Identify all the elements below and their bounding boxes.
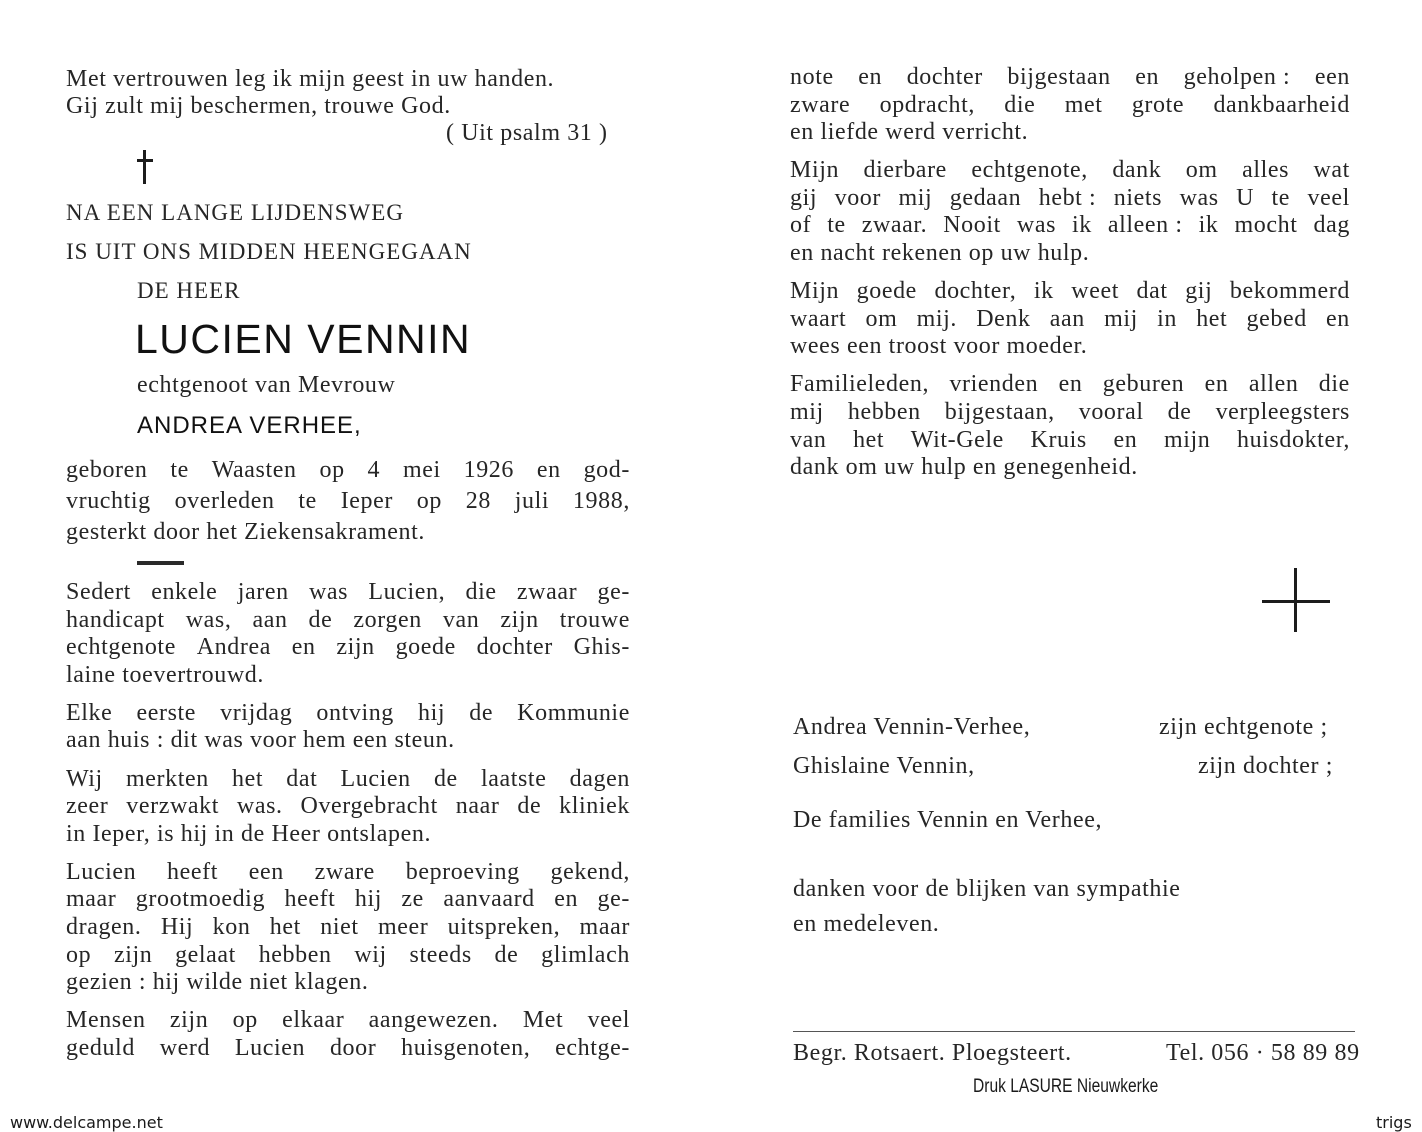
word: beproeving [405,858,520,885]
word: Wij [66,765,103,792]
word: wat [1313,157,1350,184]
word: gebed [1246,305,1307,332]
text-line [66,607,630,635]
word: Lucien [234,1034,306,1061]
word: verpleegsters [1215,399,1350,426]
word: gelaat [175,941,236,968]
word: maar [579,914,630,941]
text-line [66,886,630,914]
word: 1988, [572,488,630,514]
word: aanvaard [443,886,535,913]
word: geduld [66,1034,135,1061]
word: dat [286,765,318,792]
word: god- [583,457,630,483]
word: zijn [113,941,153,968]
word: of [790,212,812,239]
text-line [790,278,1350,306]
word: laatste [480,765,547,792]
word: dagen [569,765,630,792]
word: gij [790,184,818,211]
footer-rule [793,1031,1355,1032]
word: vrienden [949,371,1039,398]
word: wij [354,941,387,968]
word: naar [455,793,500,820]
word: op [319,457,345,483]
word: heeft [284,886,336,913]
word: gij [1185,278,1213,305]
word: die [465,579,497,605]
word: de [494,941,519,968]
word: juli [514,488,550,514]
word: en [1326,305,1350,332]
word: en [554,886,579,913]
paragraph [790,157,1350,267]
word: was [1016,212,1057,239]
word: ontving [316,699,394,726]
word: de [433,765,458,792]
word: grootmoedig [135,886,266,913]
word: te [827,212,846,239]
word: Kruis [1030,426,1087,453]
text-line [790,371,1350,399]
word: een [1314,64,1350,90]
word: de [469,699,494,726]
word: Lucien [340,765,411,792]
word: dochter [906,64,983,90]
paragraph [66,579,630,689]
word: goede [395,634,456,661]
word: 28 [465,488,491,514]
cross-icon [137,150,153,186]
word: bijgestaan, [944,399,1055,426]
word: die [1318,371,1350,398]
word: en [536,457,561,483]
word: ge- [597,579,630,605]
text-line [66,942,630,970]
paragraph [790,371,1350,481]
word: Mijn [790,278,840,305]
word: dragen. [66,914,142,941]
word: dat [1136,278,1168,305]
psalm-line-1: Met vertrouwen leg ik mijn geest in uw handen. [66,66,555,92]
word: geboren [66,457,148,483]
word: op [232,1007,258,1034]
word: niet [320,914,359,941]
word: te [170,457,189,483]
word: en [1204,371,1229,398]
word: opdracht, [879,91,975,118]
word: zware [790,91,851,118]
text-line [66,579,630,607]
text-line: dank om uw hulp en genegenheid. [790,454,1138,481]
word: kliniek [559,793,630,820]
mourner-name-1: Andrea Vennin-Verhee, [793,714,1031,740]
word: echtgenote [66,634,176,661]
text-line [66,1035,630,1063]
word: mijn [1163,426,1211,453]
word: aangewezen. [368,1007,499,1034]
word: op [66,941,92,968]
word: weet [1071,278,1119,305]
word: Sedert [66,579,131,605]
word: dochter, [934,278,1017,305]
word: Ghis- [573,634,630,661]
word: Mijn [790,157,840,184]
text-line [790,306,1350,334]
word: goede [856,278,917,305]
text-line [790,185,1350,213]
word: zwaar [516,579,578,605]
birth-death-line: gesterkt door het Ziekensakrament. [66,519,425,545]
mourner-relation-1: zijn echtgenote ; [1159,714,1328,740]
word: het [231,765,264,792]
word: Andrea [196,634,271,661]
phone: Tel. 056 · 58 89 89 [1166,1040,1360,1066]
word: Waasten [211,457,297,483]
text-line: aan huis : dit was voor hem een steun. [66,727,455,754]
mourner-name-2: Ghislaine Vennin, [793,753,975,779]
word: en [1113,426,1138,453]
watermark-left[interactable]: www.delcampe.net [10,1113,163,1132]
word: zeer [66,793,109,820]
text-line [66,859,630,887]
word: waart [790,305,847,332]
word: eerste [136,699,197,726]
word: Met [522,1007,564,1034]
word: Kommunie [517,699,630,726]
word: was, [185,606,232,633]
word: mij [898,184,933,211]
text-line: en nacht rekenen op uw hulp. [790,240,1090,267]
word: alleen : [1107,212,1183,239]
separator-dash [137,561,184,565]
text-line [790,92,1350,120]
paragraph [790,64,1350,147]
word: 1926 [463,457,515,483]
word: dochter [476,634,553,661]
word: meer [377,914,429,941]
right-paragraphs [790,64,1350,492]
paragraph [790,278,1350,361]
thanks-line-2: en medeleven. [793,911,940,937]
word: bijgestaan [1007,64,1111,90]
word: mij. [916,305,957,332]
word: 4 [367,457,381,483]
word: Mensen [66,1007,146,1034]
word: echtge- [555,1034,630,1061]
text-line [66,914,630,942]
text-line: in Ieper, is hij in de Heer ontslapen. [66,820,432,847]
watermark-right: trigs [1376,1113,1412,1132]
text-line [66,634,630,662]
word: Lucien, [368,579,446,605]
word: Ieper [340,488,393,514]
left-paragraphs [66,579,630,1073]
spouse-name: ANDREA VERHEE, [137,412,362,439]
word: op [416,488,442,514]
word: mij [1104,305,1138,332]
word: mei [402,457,441,483]
birth-death-line [66,455,630,486]
word: jaren [237,579,289,605]
word: handicapt [66,606,165,633]
word: te [1271,184,1291,211]
word: mocht [1234,212,1298,239]
word: ze [401,886,424,913]
text-line [790,212,1350,240]
text-line [790,157,1350,185]
word: ik [1198,212,1219,239]
word: Nooit [943,212,1001,239]
text-line [66,1007,630,1035]
word: vooral [1078,399,1144,426]
word: veel [587,1007,630,1034]
word: was [308,579,349,605]
word: aan [1049,305,1085,332]
word: dankbaarheid [1213,91,1350,118]
word: gedaan [949,184,1022,211]
word: zijn [336,634,375,661]
word: de [517,793,542,820]
large-cross-icon [1262,568,1330,632]
text-line: en liefde werd verricht. [790,119,1029,146]
word: allen [1248,371,1299,398]
mourner-relation-2: zijn dochter ; [1198,753,1334,779]
word: mij [790,399,824,426]
word: in [1157,305,1177,332]
word: de [1167,399,1192,426]
printer: Druk LASURE Nieuwkerke [973,1076,1159,1097]
word: het [269,914,301,941]
word: echtgenote, [971,157,1088,184]
word: hebben [258,941,332,968]
word: grote [1131,91,1185,118]
title-prefix: DE HEER [137,278,241,303]
word: maar [66,886,117,913]
word: bekommerd [1229,278,1350,305]
word: merkten [125,765,209,792]
word: Hij [160,914,194,941]
word: en [1058,371,1083,398]
text-line [790,64,1350,92]
word: hebt : [1038,184,1097,211]
word: ge- [597,886,630,913]
word: zware [314,858,375,885]
word: huisgenoten, [401,1034,531,1061]
paragraph [66,700,630,755]
word: niets [1113,184,1163,211]
word: zijn [169,1007,209,1034]
psalm-line-2: Gij zult mij beschermen, trouwe God. [66,93,451,119]
families-line: De families Vennin en Verhee, [793,807,1103,833]
word: een [248,858,284,885]
birth-death-block [66,455,630,548]
word: geholpen : [1183,64,1291,90]
word: de [308,606,333,633]
paragraph [66,859,630,997]
word: zijn [500,606,539,633]
text-line [66,793,630,821]
birth-death-line [66,486,630,517]
word: hebben [847,399,921,426]
undertaker: Begr. Rotsaert. Ploegsteert. [793,1040,1072,1066]
word: en [858,64,883,90]
word: zwaar. [861,212,928,239]
word: verzwakt [126,793,219,820]
word: alles [1242,157,1290,184]
word: zorgen [353,606,422,633]
word: Familieleden, [790,371,930,398]
word: heeft [167,858,218,885]
word: Wit-Gele [910,426,1004,453]
text-line [790,427,1350,455]
text-line: laine toevertrouwd. [66,661,264,688]
word: van [442,606,480,633]
intro-line-1: NA EEN LANGE LIJDENSWEG [66,200,404,225]
word: overleden [174,488,275,514]
word: dag [1313,212,1350,239]
word: hij [354,886,382,913]
text-line [66,700,630,728]
word: note [790,64,834,90]
word: hij [418,699,446,726]
word: trouwe [559,606,630,633]
word: ik [1072,212,1092,239]
word: ik [1033,278,1054,305]
text-line [66,766,630,794]
word: voor [834,184,881,211]
word: elkaar [282,1007,345,1034]
word: kon [212,914,251,941]
word: en [291,634,316,661]
word: Denk [976,305,1031,332]
word: die [1004,91,1036,118]
word: dierbare [863,157,947,184]
psalm-source: ( Uit psalm 31 ) [446,120,608,146]
word: te [298,488,317,514]
word: U [1236,184,1255,211]
thanks-line-1: danken voor de blijken van sympathie [793,876,1181,902]
word: huisdokter, [1236,426,1350,453]
word: geburen [1102,371,1185,398]
word: om [865,305,898,332]
spouse-intro: echtgenoot van Mevrouw [137,372,396,398]
word: Lucien [66,858,137,885]
word: aan [252,606,288,633]
paragraph [66,766,630,849]
word: werd [159,1034,211,1061]
word: Overgebracht [300,793,438,820]
word: Elke [66,699,113,726]
word: uitspreken, [447,914,561,941]
word: enkele [151,579,218,605]
word: vruchtig [66,488,151,514]
word: het [853,426,885,453]
word: door [329,1034,377,1061]
word: veel [1307,184,1350,211]
word: steeds [409,941,472,968]
text-line [790,399,1350,427]
word: was [1179,184,1219,211]
word: om [1185,157,1218,184]
word: glimlach [541,941,630,968]
deceased-name: LUCIEN VENNIN [135,316,472,362]
word: was. [236,793,283,820]
intro-line-2: IS UIT ONS MIDDEN HEENGEGAAN [66,239,472,264]
word: het [1196,305,1228,332]
text-line: wees een troost voor moeder. [790,333,1088,360]
text-line: gezien : hij wilde niet klagen. [66,969,369,996]
word: gekend, [550,858,630,885]
word: en [1135,64,1160,90]
word: met [1064,91,1103,118]
word: dank [1112,157,1162,184]
word: van [790,426,827,453]
word: vrijdag [220,699,293,726]
paragraph [66,1007,630,1062]
